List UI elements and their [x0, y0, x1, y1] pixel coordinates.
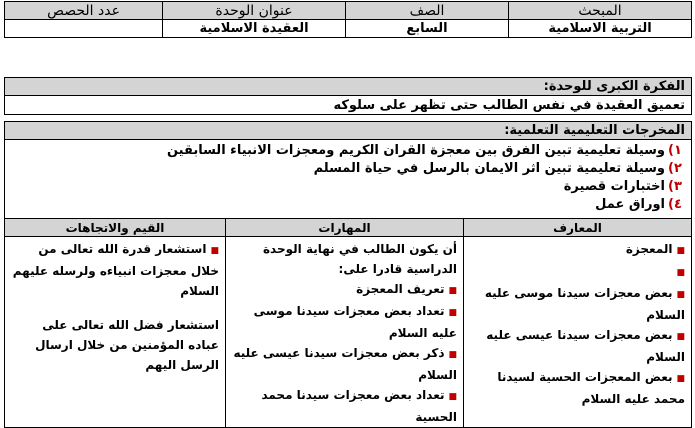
outcome-item — [11, 160, 685, 178]
skills-column — [226, 237, 464, 428]
outcome-text: اختبارات قصيرة — [563, 179, 665, 194]
knowledge-column — [464, 237, 692, 428]
knowledge-item — [470, 261, 685, 283]
bullet-square-icon: ■ — [448, 392, 457, 402]
outcome-number: ٤) — [668, 197, 682, 212]
outcome-item — [11, 142, 685, 160]
skill-item: ■ذكر بعض معجزات سيدنا عيسى عليه السلام — [233, 346, 457, 382]
bullet-square-icon: ■ — [676, 268, 685, 278]
value-item: استشعار فضل الله تعالى على عباده المؤمنين من خلال ارسال الرسل اليهم — [35, 318, 219, 372]
outcome-text: وسيلة تعليمية تبين اثر الايمان بالرسل في حياة المسلم — [313, 161, 665, 176]
skills-header: المهارات — [226, 219, 464, 237]
skills-intro: أن يكون الطالب في نهاية الوحدة الدراسية قادرا على: — [262, 242, 457, 276]
unit-values-row — [5, 20, 692, 38]
knowledge-item: ■بعض معجزات سيدنا عيسى عليه السلام — [486, 328, 685, 364]
bullet-square-icon: ■ — [676, 246, 685, 256]
content-table — [4, 218, 692, 428]
unit-info-table — [4, 1, 692, 38]
bullet-square-icon: ■ — [676, 332, 685, 342]
bullet-square-icon: ■ — [448, 308, 457, 318]
outcome-number: ٢) — [668, 161, 682, 176]
subject-value: التربية الاسلامية — [509, 20, 692, 38]
bullet-square-icon: ■ — [448, 286, 457, 296]
periods-label: عدد الحصص — [5, 2, 163, 20]
outcome-item — [11, 178, 685, 196]
outcomes-label: المخرجات التعليمية التعلمية: — [5, 122, 692, 140]
skill-item: ■تعداد بعض معجزات سيدنا موسى عليه السلام — [253, 304, 457, 340]
unit-header-row — [5, 2, 692, 20]
bullet-square-icon: ■ — [210, 246, 219, 256]
knowledge-item: ■بعض معجزات سيدنا موسى عليه السلام — [484, 286, 685, 322]
bullet-square-icon: ■ — [448, 350, 457, 360]
values-column — [5, 237, 226, 428]
bullet-square-icon: ■ — [676, 374, 685, 384]
outcome-number: ٣) — [668, 179, 682, 194]
knowledge-item: ■المعجزة — [625, 242, 685, 256]
subject-label: المبحث — [509, 2, 692, 20]
outcomes-list — [5, 140, 692, 231]
periods-value — [5, 20, 163, 38]
knowledge-header: المعارف — [464, 219, 692, 237]
outcome-text: اوراق عمل — [595, 197, 665, 212]
outcome-number: ١) — [668, 143, 682, 158]
bullet-square-icon: ■ — [676, 290, 685, 300]
grade-value: السابع — [346, 20, 509, 38]
outcomes-table — [4, 121, 692, 231]
value-item: ■استشعار قدرة الله تعالى من خلال معجزات انبياءه ولرسله عليهم السلام — [12, 242, 219, 298]
grade-label: الصف — [346, 2, 509, 20]
unit-title-value: العقيدة الاسلامية — [163, 20, 346, 38]
skill-item: ■تعداد بعض معجزات سيدنا محمد الحسية — [261, 388, 457, 424]
big-idea-label: الفكرة الكبرى للوحدة: — [5, 78, 692, 96]
unit-title-label: عنوان الوحدة — [163, 2, 346, 20]
knowledge-item: ■بعض المعجزات الحسية لسيدنا محمد عليه السلام — [497, 370, 685, 406]
skill-item: ■تعريف المعجزة — [356, 282, 457, 296]
big-idea-text: تعميق العقيدة في نفس الطالب حتى تظهر على سلوكه — [5, 96, 692, 115]
outcome-text: وسيلة تعليمية تبين الفرق بين معجزة القران الكريم ومعجزات الانبياء السابقين — [166, 143, 665, 158]
big-idea-table — [4, 77, 692, 115]
outcome-item — [11, 196, 685, 214]
values-header: القيم والاتجاهات — [5, 219, 226, 237]
